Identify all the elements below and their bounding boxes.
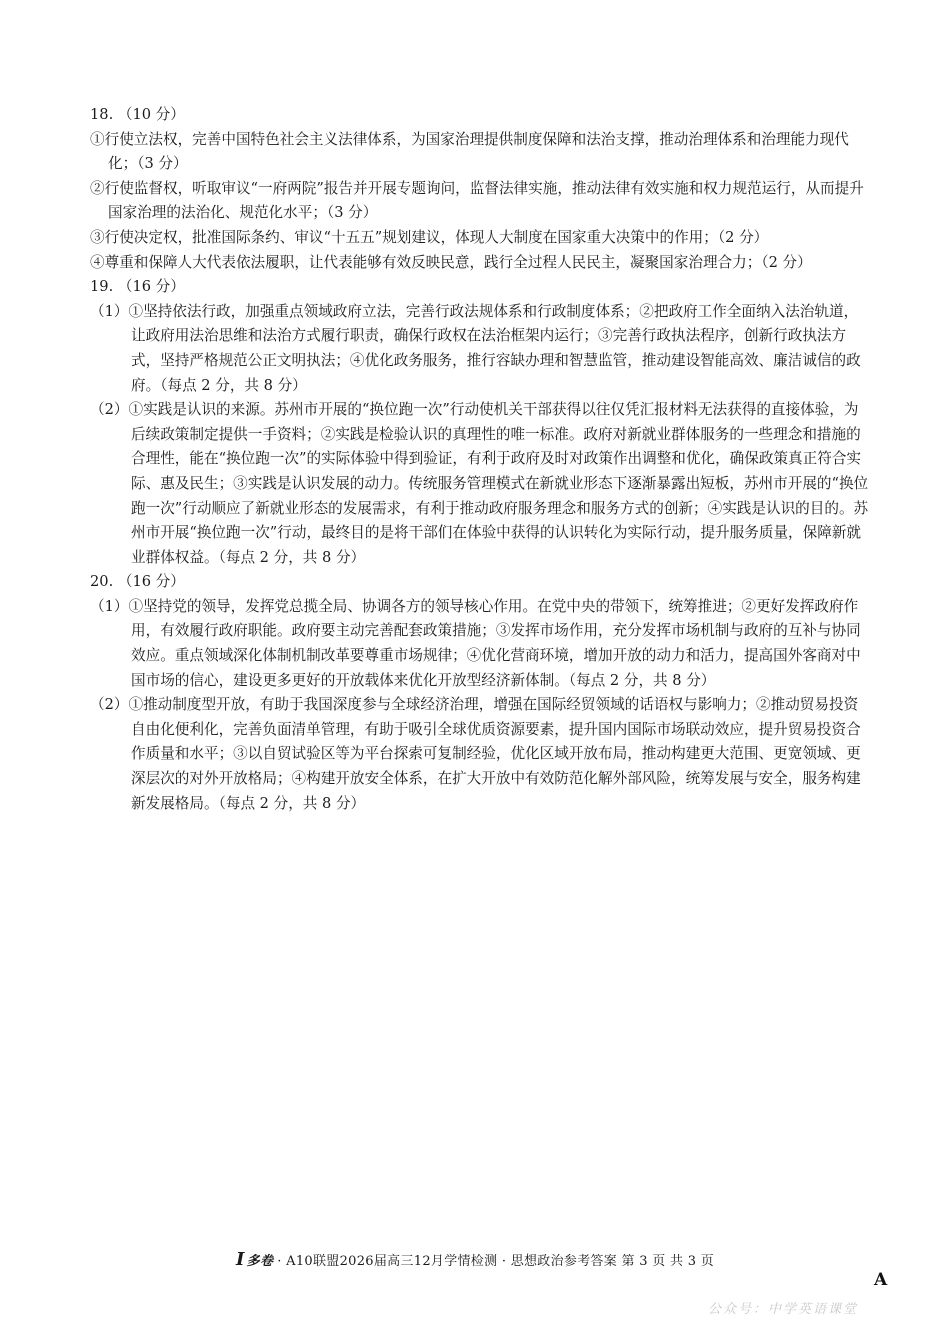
logo-mark-icon: Ⅰ bbox=[235, 1248, 245, 1270]
publisher-logo bbox=[236, 1249, 273, 1270]
footer-text: · A10联盟2026届高三12月学情检测 · 思想政治参考答案 第 3 页 共 3 页 bbox=[277, 1253, 715, 1269]
logo-text: 多卷 bbox=[246, 1253, 274, 1269]
q19-part-1: （1）①坚持依法行政，加强重点领域政府立法，完善行政法规体系和行政制度体系；②把政府工作全面纳入法治轨道，让政府用法治思维和法治方式履行职责，确保行政权在法治框架内运行；③完善行政执法程序，创新行政执法方式，坚持严格规范公正文明执法；④优化政务服务，推行容缺办理和智慧监管，推动建设智能高效、廉洁诚信的政府。（每点 2 分，共 8 分） bbox=[90, 302, 861, 394]
q18-point-4: ④尊重和保障人大代表依法履职，让代表能够有效反映民意，践行全过程人民民主，凝聚国家治理合力；（2 分） bbox=[90, 253, 812, 271]
watermark: 公众号：中学英语课堂 bbox=[708, 1302, 859, 1317]
q18-point-1: ①行使立法权，完善中国特色社会主义法律体系，为国家治理提供制度保障和法治支撑，推动治理体系和治理能力现代化；（3 分） bbox=[90, 130, 849, 173]
q20-part-1: （1）①坚持党的领导，发挥党总揽全局、协调各方的领导核心作用。在党中央的带领下，统筹推进；②更好发挥政府作用，有效履行政府职能。政府要主动完善配套政策措施；③发挥市场作用，充分发挥市场机制与政府的互补与协同效应。重点领域深化体制机制改革要尊重市场规律；④优化营商环境，增加开放的动力和活力，提高国外客商对中国市场的信心，建设更多更好的开放载体来优化开放型经济新体制。（每点 2 分，共 8 分） bbox=[90, 597, 861, 689]
question-20-header: 20. （16 分） bbox=[90, 573, 185, 591]
q18-point-3: ③行使决定权，批准国际条约、审议“十五五”规划建议，体现人大制度在国家重大决策中的作用；（2 分） bbox=[90, 228, 769, 246]
q18-point-2: ②行使监督权，听取审议“一府两院”报告并开展专题询问，监督法律实施，推动法律有效实施和权力规范运行，从而提升国家治理的法治化、规范化水平；（3 分） bbox=[90, 179, 864, 222]
question-18-header: 18. （10 分） bbox=[90, 106, 185, 123]
question-19-header: 19. （16 分） bbox=[90, 278, 185, 296]
q20-part-2: （2）①推动制度型开放，有助于我国深度参与全球经济治理，增强在国际经贸领域的话语权与影响力；②推动贸易投资自由化便利化，完善负面清单管理，有助于吸引全球优质资源要素，提升国内国际市场联动效应，提升贸易投资合作质量和水平；③以自贸试验区等为平台探索可复制经验，优化区域开放布局，推动构建更大范围、更宽领域、更深层次的对外开放格局；④构建开放安全体系，在扩大开放中有效防范化解外部风险，统筹发展与安全，服务构建新发展格局。（每点 2 分，共 8 分） bbox=[90, 696, 861, 812]
q19-part-2: （2）①实践是认识的来源。苏州市开展的“换位跑一次”行动使机关干部获得以往仅凭汇报材料无法获得的直接体验，为后续政策制定提供一手资料；②实践是检验认识的真理性的唯一标准。政府对新就业群体服务的一些理念和措施的合理性，能在“换位跑一次”的实际体验中得到验证，有利于政府及时对政策作出调整和优化，确保政策真正符合实际、惠及民生；③实践是认识发展的动力。传统服务管理模式在新就业形态下逐渐暴露出短板，苏州市开展的“换位跑一次”行动顺应了新就业形态的发展需求，有利于推动政府服务理念和服务方式的创新；④实践是认识的目的。苏州市开展“换位跑一次”行动，最终目的是将干部们在体验中获得的认识转化为实际行动，提升服务质量，保障新就业群体权益。（每点 2 分，共 8 分） bbox=[90, 401, 869, 566]
page-footer bbox=[0, 1247, 950, 1271]
answer-content bbox=[90, 103, 872, 816]
version-mark: A bbox=[874, 1270, 888, 1290]
